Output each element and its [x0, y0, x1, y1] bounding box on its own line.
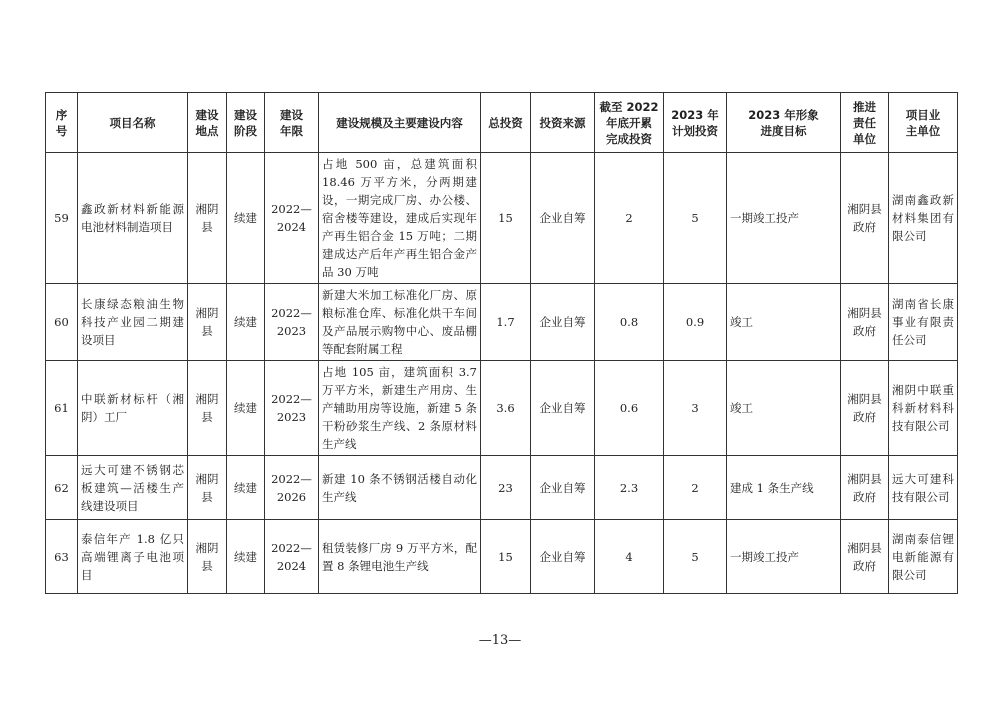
cell-location: 湘阴县 [188, 284, 227, 361]
cell-content: 新建 10 条不锈钢活楼自动化生产线 [319, 456, 481, 520]
cell-stage: 续建 [227, 284, 265, 361]
header-period-text: 建设 年限 [280, 107, 303, 138]
cell-plan: 5 [664, 520, 727, 594]
header-target [727, 93, 841, 153]
cell-period: 2022—2023 [265, 361, 319, 456]
cell-total: 15 [481, 520, 531, 594]
header-name-text: 项目名称 [109, 115, 156, 130]
header-stage-text: 建设 阶段 [234, 107, 257, 138]
cell-target: 建成 1 条生产线 [727, 456, 841, 520]
cell-owner: 湖南鑫政新材料集团有限公司 [889, 153, 958, 284]
cell-completed: 2 [595, 153, 664, 284]
cell-content: 占地 105 亩，建筑面积 3.7 万平方米，新建生产用房、生产辅助用房等设施，新建 5 条干粉砂浆生产线、2 条原材料生产线 [319, 361, 481, 456]
cell-name: 远大可建不锈钢芯板建筑—活楼生产线建设项目 [78, 456, 188, 520]
project-table [45, 92, 958, 594]
header-plan [664, 93, 727, 153]
cell-total: 23 [481, 456, 531, 520]
cell-owner: 湘阴中联重科新材料科技有限公司 [889, 361, 958, 456]
cell-total: 3.6 [481, 361, 531, 456]
cell-completed: 2.3 [595, 456, 664, 520]
cell-source: 企业自筹 [531, 361, 595, 456]
cell-plan: 0.9 [664, 284, 727, 361]
header-completed-text: 截至 2022 年底开累 完成投资 [599, 99, 659, 146]
header-target-text: 2023 年形象 进度目标 [748, 107, 819, 138]
cell-total: 1.7 [481, 284, 531, 361]
cell-name: 泰信年产 1.8 亿只高端锂离子电池项目 [78, 520, 188, 594]
cell-stage: 续建 [227, 153, 265, 284]
cell-completed: 0.6 [595, 361, 664, 456]
header-location-text: 建设 地点 [195, 107, 219, 138]
cell-no: 60 [46, 284, 78, 361]
table-row [46, 456, 958, 520]
cell-unit: 湘阴县政府 [841, 456, 889, 520]
cell-no: 61 [46, 361, 78, 456]
header-name [78, 93, 188, 153]
cell-owner: 湖南省长康事业有限责任公司 [889, 284, 958, 361]
header-unit [841, 93, 889, 153]
header-unit-text: 推进 责任 单位 [853, 99, 876, 146]
cell-name: 鑫政新材料新能源电池材料制造项目 [78, 153, 188, 284]
header-location [188, 93, 227, 153]
cell-plan: 3 [664, 361, 727, 456]
header-source-text: 投资来源 [539, 115, 586, 130]
cell-content: 占地 500 亩，总建筑面积 18.46 万平方米，分两期建设，一期完成厂房、办公楼、宿舍楼等建设，建成后实现年产再生铝合金 15 万吨；二期建成达产后年产再生铝合金产品 30 万吨 [319, 153, 481, 284]
cell-unit: 湘阴县政府 [841, 520, 889, 594]
cell-location: 湘阴县 [188, 456, 227, 520]
cell-source: 企业自筹 [531, 456, 595, 520]
page-number: —13— [478, 633, 522, 648]
cell-content: 新建大米加工标准化厂房、原粮标准仓库、标准化烘干车间及产品展示购物中心、废品棚等配套附属工程 [319, 284, 481, 361]
cell-no: 62 [46, 456, 78, 520]
cell-no: 63 [46, 520, 78, 594]
cell-name: 长康绿态粮油生物科技产业园二期建设项目 [78, 284, 188, 361]
cell-owner: 湖南泰信锂电新能源有限公司 [889, 520, 958, 594]
header-owner-text: 项目业 主单位 [905, 107, 941, 138]
table-header-row [46, 93, 958, 153]
cell-owner: 远大可建科技有限公司 [889, 456, 958, 520]
header-period [265, 93, 319, 153]
cell-target: 一期竣工投产 [727, 520, 841, 594]
header-total [481, 93, 531, 153]
table-row [46, 520, 958, 594]
cell-period: 2022—2023 [265, 284, 319, 361]
cell-plan: 5 [664, 153, 727, 284]
cell-source: 企业自筹 [531, 520, 595, 594]
header-content-text: 建设规模及主要建设内容 [336, 115, 463, 130]
cell-unit: 湘阴县政府 [841, 284, 889, 361]
cell-content: 租赁装修厂房 9 万平方米，配置 8 条锂电池生产线 [319, 520, 481, 594]
header-total-text: 总投资 [488, 115, 523, 130]
header-no [46, 93, 78, 153]
cell-stage: 续建 [227, 456, 265, 520]
cell-completed: 0.8 [595, 284, 664, 361]
cell-location: 湘阴县 [188, 361, 227, 456]
cell-unit: 湘阴县政府 [841, 153, 889, 284]
header-owner [889, 93, 958, 153]
table-row [46, 153, 958, 284]
cell-stage: 续建 [227, 361, 265, 456]
cell-period: 2022—2024 [265, 520, 319, 594]
cell-unit: 湘阴县政府 [841, 361, 889, 456]
header-stage [227, 93, 265, 153]
header-content [319, 93, 481, 153]
cell-target: 竣工 [727, 284, 841, 361]
cell-name: 中联新材标杆（湘阴）工厂 [78, 361, 188, 456]
cell-location: 湘阴县 [188, 153, 227, 284]
header-completed [595, 93, 664, 153]
cell-completed: 4 [595, 520, 664, 594]
cell-total: 15 [481, 153, 531, 284]
header-plan-text: 2023 年 计划投资 [671, 107, 719, 138]
cell-target: 一期竣工投产 [727, 153, 841, 284]
cell-stage: 续建 [227, 520, 265, 594]
cell-no: 59 [46, 153, 78, 284]
header-no-text: 序 号 [55, 107, 68, 138]
header-source [531, 93, 595, 153]
cell-source: 企业自筹 [531, 153, 595, 284]
table-row [46, 284, 958, 361]
cell-source: 企业自筹 [531, 284, 595, 361]
cell-location: 湘阴县 [188, 520, 227, 594]
cell-target: 竣工 [727, 361, 841, 456]
cell-period: 2022—2024 [265, 153, 319, 284]
cell-plan: 2 [664, 456, 727, 520]
table-row [46, 361, 958, 456]
cell-period: 2022—2026 [265, 456, 319, 520]
